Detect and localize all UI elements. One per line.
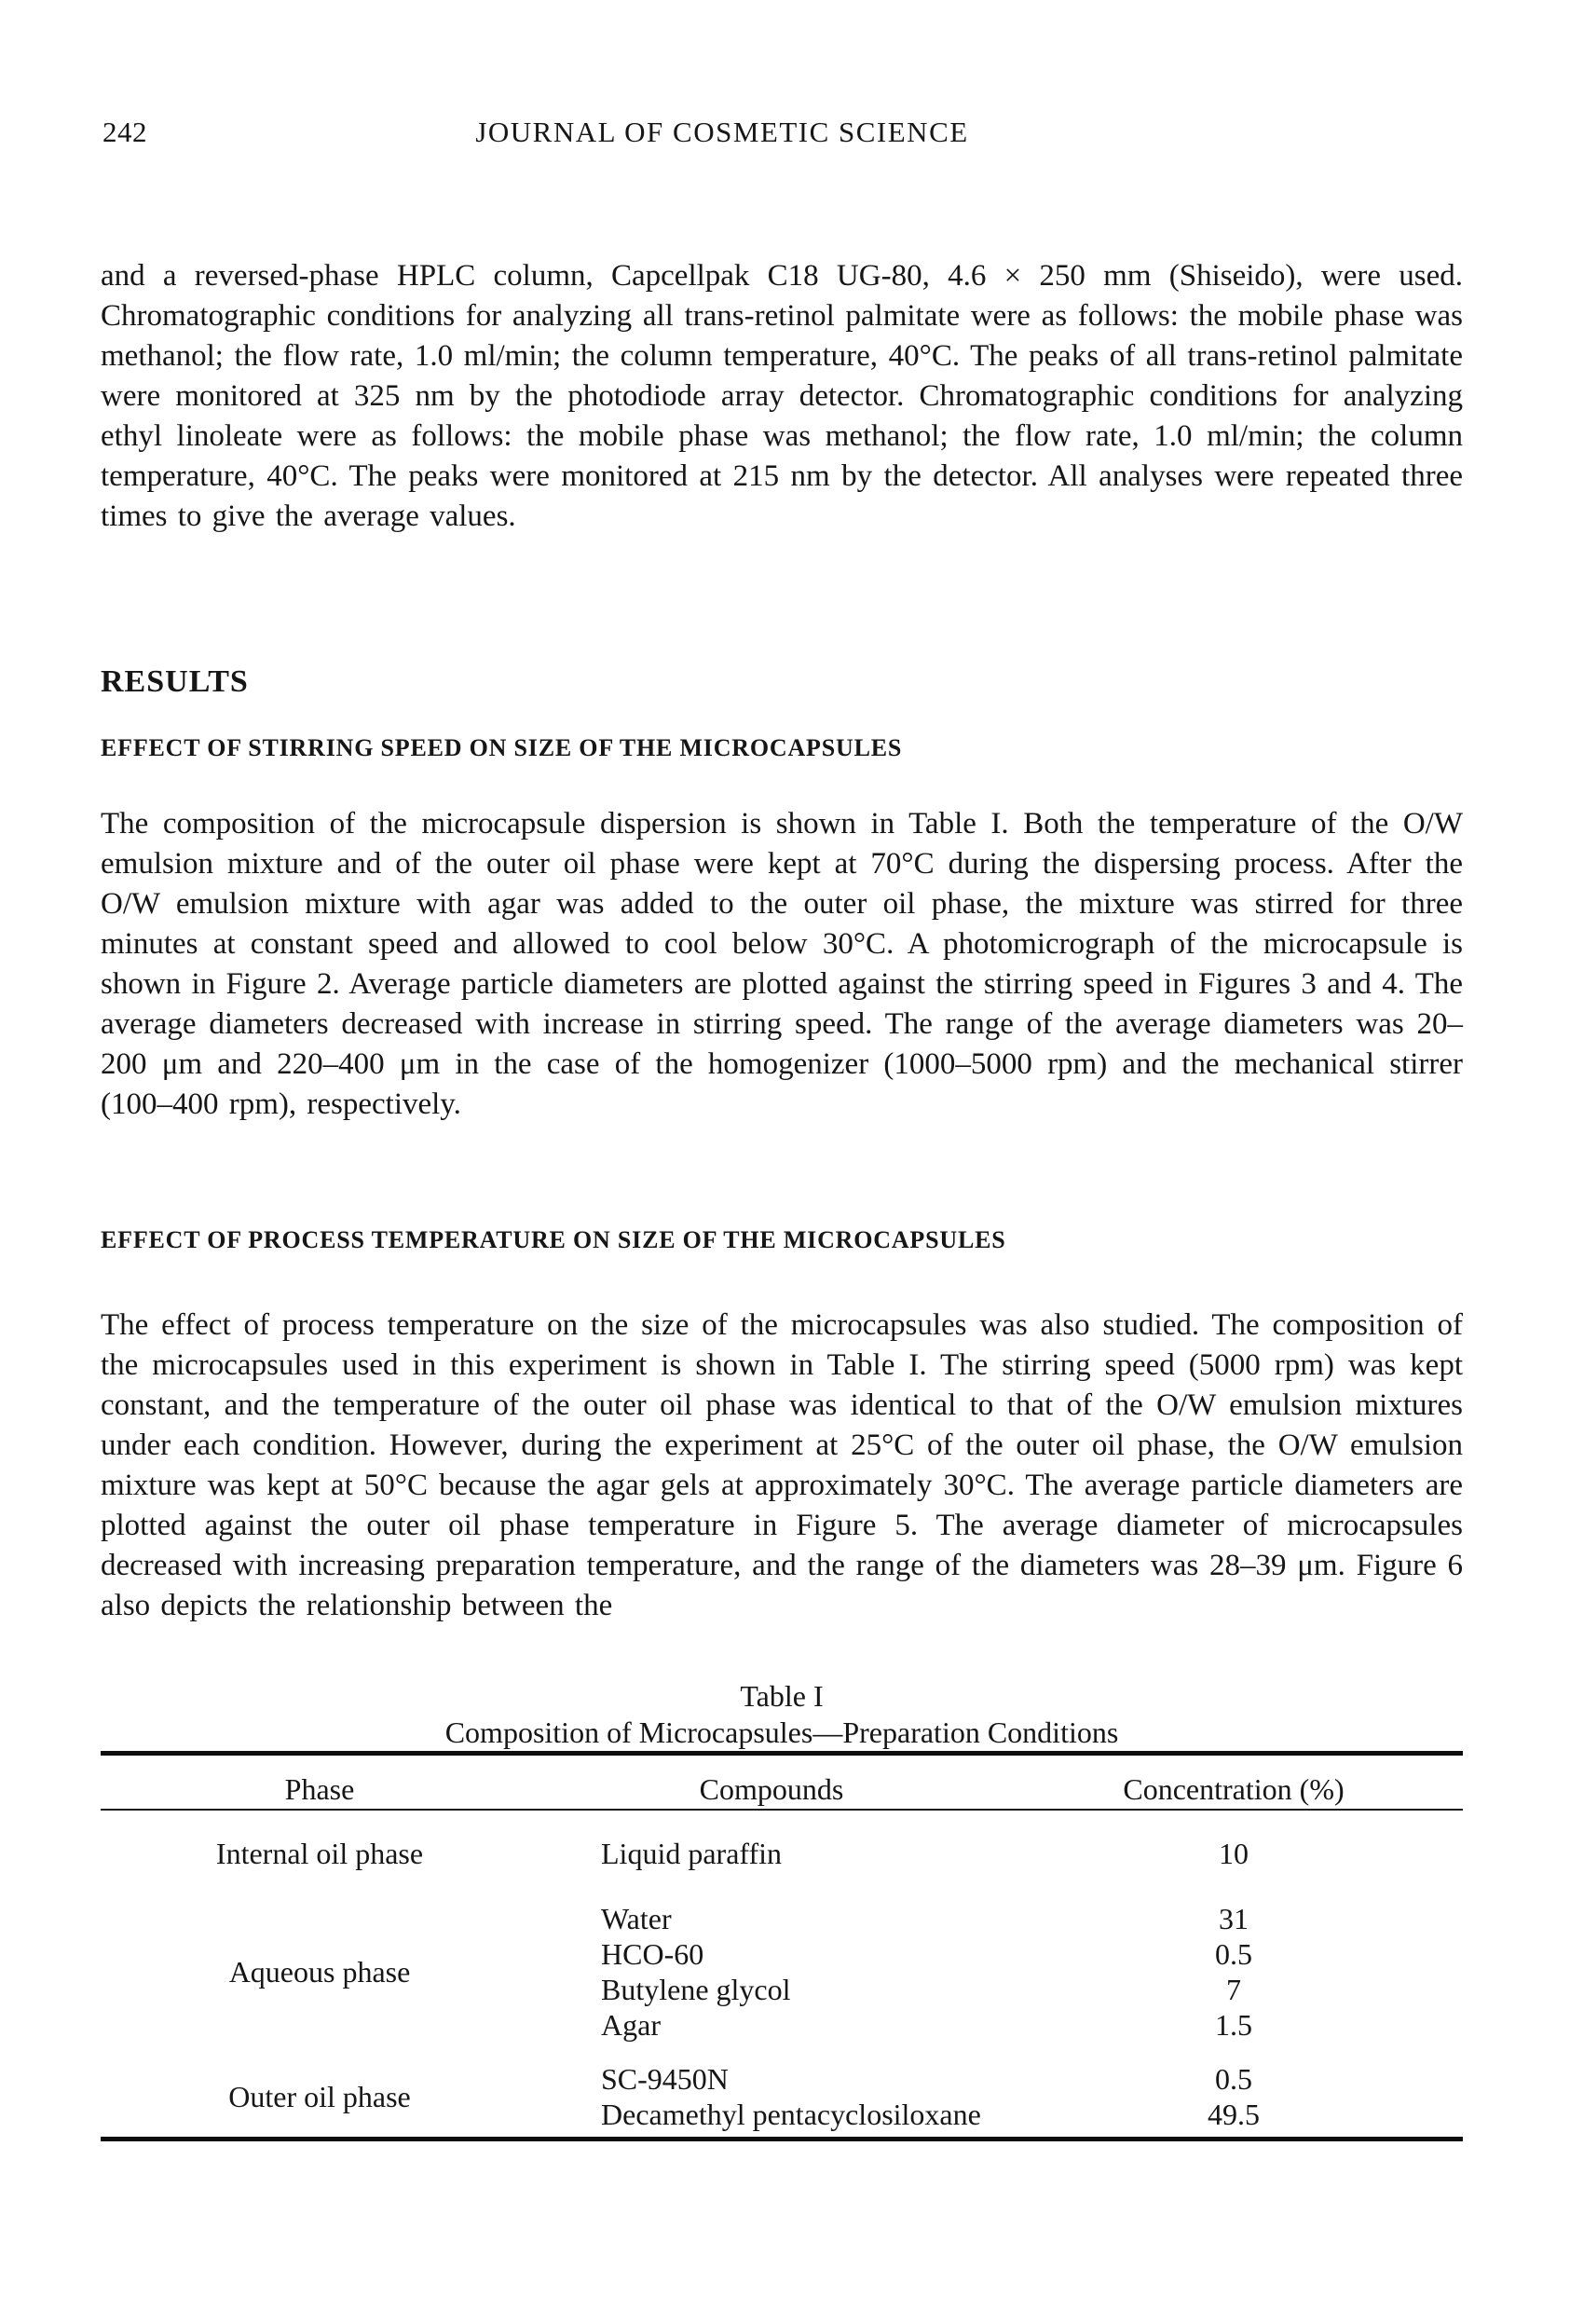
column-header-concentration: Concentration (%)	[1123, 1772, 1345, 1806]
phase-label: Aqueous phase	[228, 1955, 411, 1989]
table-group-outer-oil-phase	[101, 2061, 1463, 2132]
paragraph-hplc-conditions: and a reversed-phase HPLC column, Capcellpak C18 UG-80, 4.6 × 250 mm (Shiseido), were used. Chromatographic conditions for analyzing all trans-retinol palmitate were as follows: the mobile phase was methanol; the flow rate, 1.0 ml/min; the column temperature, 40°C. The peaks of all trans-retinol palmitate were monitored at 325 nm by the photodiode array detector. Chromatographic conditions for analyzing ethyl linoleate were as follows: the mobile phase was methanol; the flow rate, 1.0 ml/min; the column temperature, 40°C. The peaks were monitored at 215 nm by the detector. All analyses were repeated three times to give the average values.	[101, 259, 1463, 533]
table-rule-bottom	[101, 2137, 1463, 2141]
running-head: JOURNAL OF COSMETIC SCIENCE	[475, 116, 969, 148]
concentration-cell: 7	[1226, 1973, 1241, 2006]
table-rule-top	[101, 1751, 1463, 1756]
compound-cell: Liquid paraffin	[601, 1837, 783, 1870]
concentration-cell: 10	[1219, 1837, 1249, 1870]
table-title: Table I	[740, 1679, 824, 1713]
section-paragraph-stirring-speed: The composition of the microcapsule dispersion is shown in Table I. Both the temperature of the O/W emulsion mixture and of the outer oil phase were kept at 70°C during the dispersing process. After the O/W emulsion mixture with agar was added to the outer oil phase, the mixture was stirred for three minutes at constant speed and allowed to cool below 30°C. A photomicrograph of the microcapsule is shown in Figure 2. Average particle diameters are plotted against the stirring speed in Figures 3 and 4. The average diameters decreased with increase in stirring speed. The range of the average diameters was 20–200 μm and 220–400 μm in the case of the homogenizer (1000–5000 rpm) and the mechanical stirrer (100–400 rpm), respectively.	[101, 807, 1463, 1121]
table-group-internal-oil-phase	[101, 1836, 1463, 1871]
section-heading-process-temperature: EFFECT OF PROCESS TEMPERATURE ON SIZE OF THE MICROCAPSULES	[101, 1226, 1006, 1253]
concentration-cell: 0.5	[1215, 1937, 1252, 1971]
table-subtitle: Composition of Microcapsules—Preparation Conditions	[444, 1716, 1119, 1749]
page-header	[101, 116, 1463, 157]
concentration-cell: 49.5	[1208, 2098, 1260, 2131]
section-paragraph-process-temperature: The effect of process temperature on the size of the microcapsules was also studied. The composition of the microcapsules used in this experiment is shown in Table I. The stirring speed (5000 rpm) was kept constant, and the temperature of the outer oil phase was identical to that of the O/W emulsion mixtures under each condition. However, during the experiment at 25°C of the outer oil phase, the O/W emulsion mixture was kept at 50°C because the agar gels at approximately 30°C. The average particle diameters are plotted against the outer oil phase temperature in Figure 5. The average diameter of microcapsules decreased with increasing preparation temperature, and the range of the diameters was 28–39 μm. Figure 6 also depicts the relationship between the	[101, 1308, 1463, 1622]
page-number: 242	[102, 116, 147, 148]
compound-cell: Butylene glycol	[601, 1973, 791, 2006]
concentration-cell: 0.5	[1215, 2062, 1252, 2096]
column-header-compounds: Compounds	[699, 1772, 844, 1806]
results-heading: RESULTS	[101, 664, 249, 700]
column-header-phase: Phase	[284, 1772, 355, 1806]
concentration-cell: 1.5	[1215, 2008, 1252, 2042]
phase-label: Outer oil phase	[228, 2080, 411, 2113]
table-group-aqueous-phase	[101, 1901, 1463, 2043]
compound-cell: SC-9450N	[601, 2062, 729, 2096]
compound-cell: Agar	[601, 2008, 661, 2042]
compound-cell: HCO-60	[601, 1937, 704, 1971]
compound-cell: Decamethyl pentacyclosiloxane	[601, 2098, 981, 2131]
concentration-cell: 31	[1219, 1902, 1249, 1935]
section-heading-stirring-speed: EFFECT OF STIRRING SPEED ON SIZE OF THE MICROCAPSULES	[101, 734, 903, 761]
compound-cell: Water	[601, 1902, 672, 1935]
phase-label: Internal oil phase	[215, 1837, 424, 1870]
table-header-row	[101, 1772, 1463, 1806]
table-rule-under-header	[101, 1809, 1463, 1811]
